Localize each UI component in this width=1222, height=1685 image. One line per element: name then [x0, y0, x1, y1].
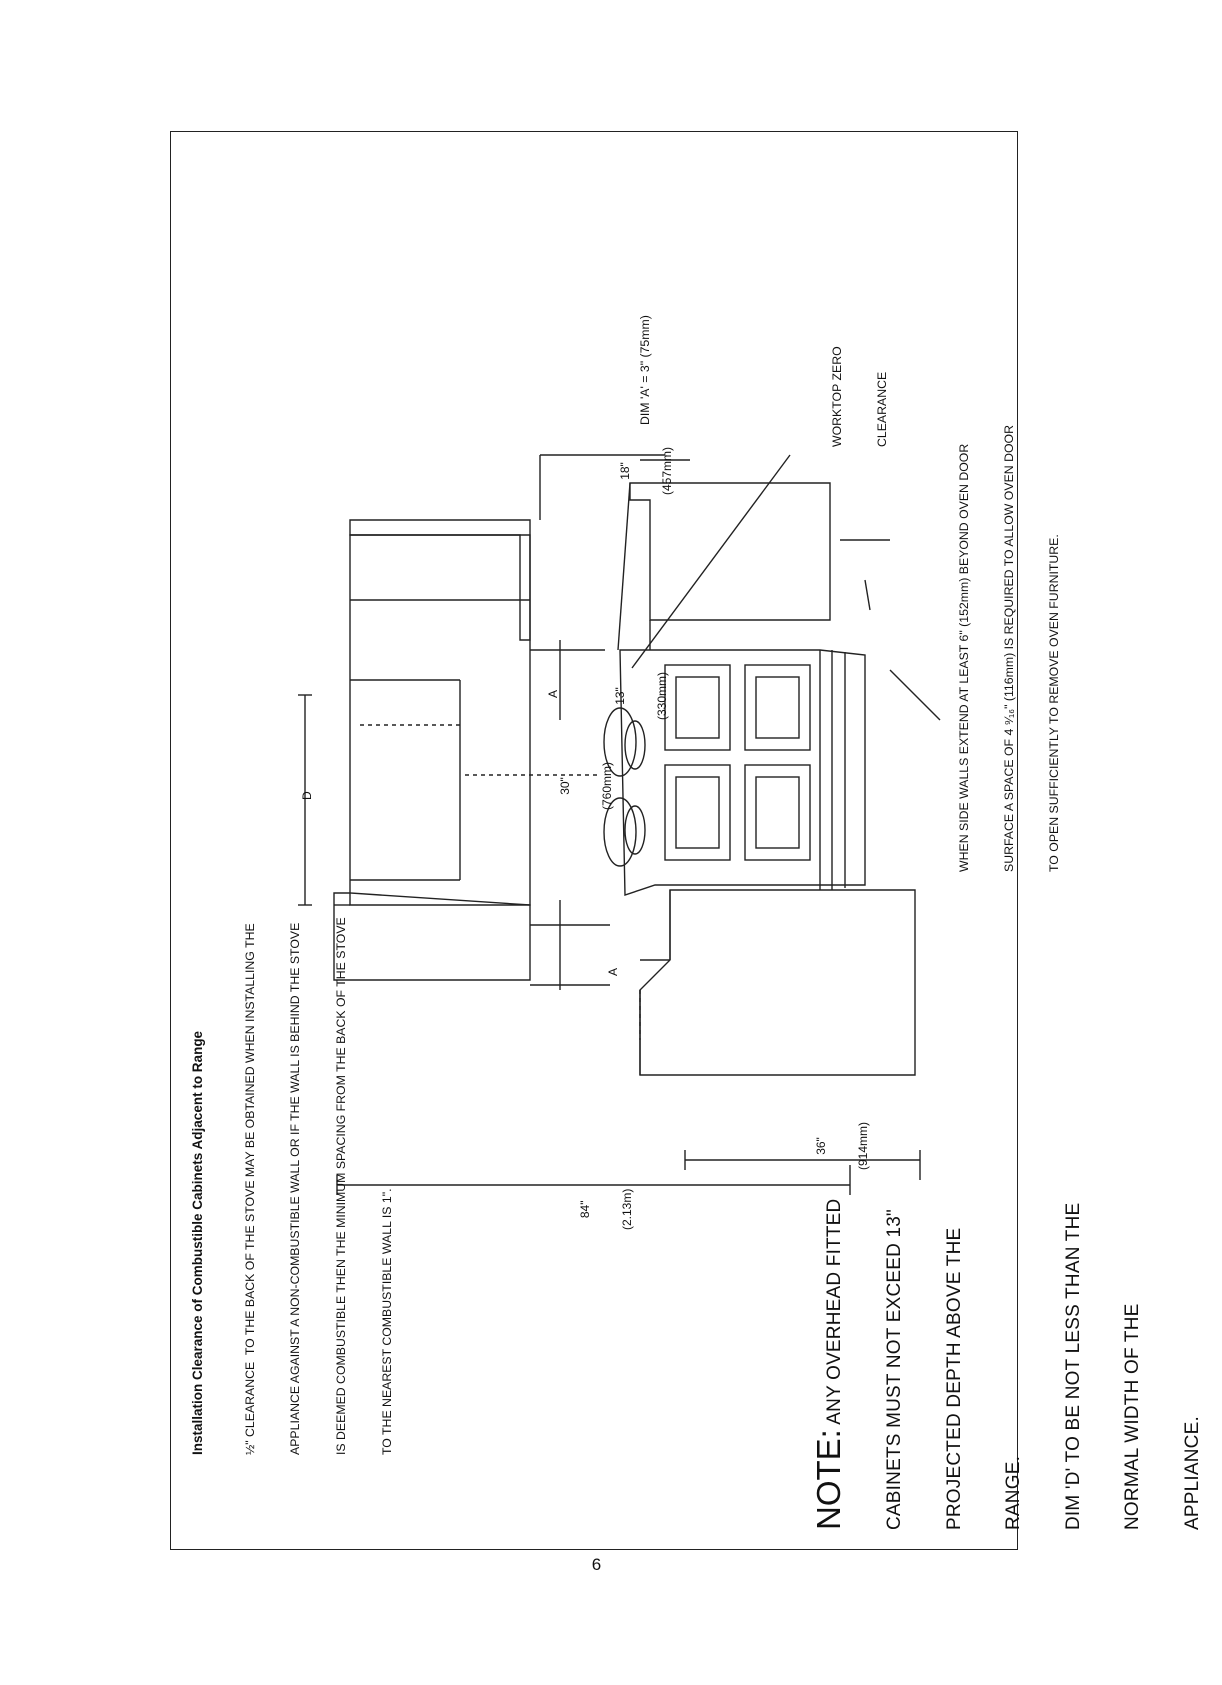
clearance-line: APPLIANCE AGAINST A NON-COMBUSTIBLE WALL OR IF THE WALL IS BEHIND THE STOVE	[288, 922, 303, 1455]
diagram-title: Installation Clearance of Combustible Cabinets Adjacent to Range	[190, 1030, 205, 1455]
upper-cabinet-right	[350, 520, 530, 640]
dim-13: 13" (330mm)	[613, 671, 669, 720]
side-wall-line: WHEN SIDE WALLS EXTEND AT LEAST 6" (152mm) BEYOND OVEN DOOR	[957, 443, 971, 872]
note-line: PROJECTED DEPTH ABOVE THE	[943, 1227, 965, 1530]
dim-18: 18" (457mm)	[618, 446, 674, 495]
clearance-line: TO THE NEAREST COMBUSTIBLE WALL IS 1".	[380, 1188, 395, 1455]
dim-d: D	[300, 791, 314, 800]
dim-a-upper: A	[546, 689, 560, 698]
upper-cabinet-wall	[350, 535, 530, 905]
clearance-line: ½" CLEARANCE TO THE BACK OF THE STOVE MAY BE OBTAINED WHEN INSTALLING THE	[242, 923, 257, 1455]
dim-84: 84" (2.13m)	[578, 1188, 634, 1230]
note-line: NORMAL WIDTH OF THE	[1122, 1303, 1143, 1530]
page-number: 6	[591, 1555, 602, 1574]
dim-a-lower: A	[606, 967, 620, 976]
side-wall-line: TO OPEN SUFFICIENTLY TO REMOVE OVEN FURNITURE.	[1047, 534, 1061, 872]
side-wall-line: SURFACE A SPACE OF 4 ⁹⁄₁₆" (116mm) IS REQUIRED TO ALLOW OVEN DOOR	[1002, 425, 1016, 872]
worktop-note: WORKTOP ZERO CLEARANCE	[830, 346, 889, 447]
side-wall-note	[927, 425, 1077, 872]
note-line: RANGE.	[1003, 1455, 1024, 1530]
base-cabinet-left	[640, 890, 915, 1075]
dim-36: 36" (914mm)	[814, 1121, 870, 1170]
note-heading-rest: ANY OVERHEAD FITTED	[824, 1198, 845, 1430]
dim-30: 30" (760mm)	[558, 761, 614, 810]
note-line: APPLIANCE.	[1181, 1416, 1203, 1530]
note-heading: NOTE:	[810, 1429, 847, 1530]
note-block	[775, 1199, 1222, 1530]
note-line: DIM 'D' TO BE NOT LESS THAN THE	[1062, 1202, 1084, 1530]
clearance-text	[212, 917, 411, 1455]
base-cabinet-right	[630, 483, 830, 620]
note-line: CABINETS MUST NOT EXCEED 13"	[884, 1209, 905, 1530]
dim-a-note: DIM 'A' = 3" (75mm)	[638, 315, 652, 425]
clearance-line: IS DEEMED COMBUSTIBLE THEN THE MINIMUM SPACING FROM THE BACK OF THE STOVE	[334, 917, 349, 1455]
